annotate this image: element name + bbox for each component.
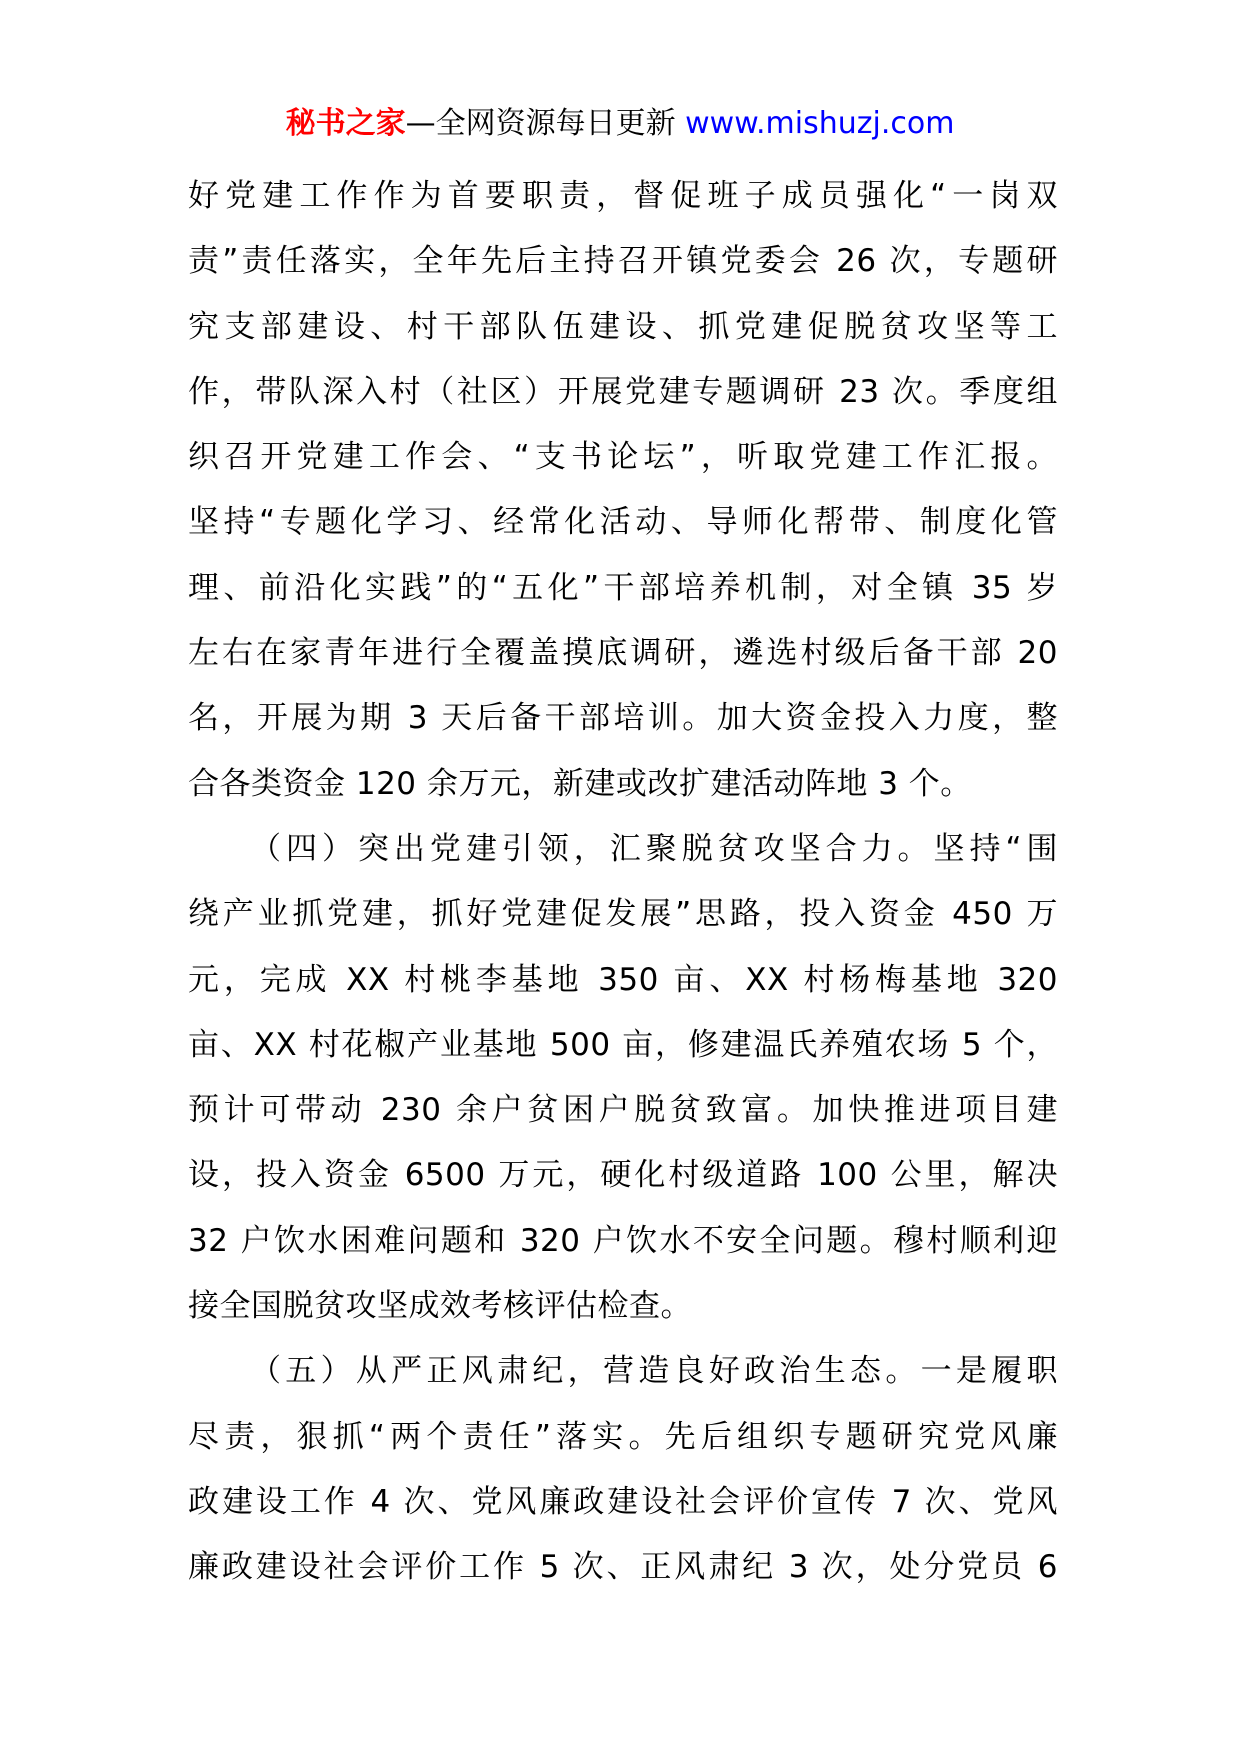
- text-line: 绕产业抓党建，抓好党建促发展”思路，投入资金 450 万: [188, 896, 1058, 933]
- text-line: 责”责任落实，全年先后主持召开镇党委会 26 次，专题研: [188, 243, 1058, 280]
- text-line: 预计可带动 230 余户贫困户脱贫致富。加快推进项目建: [188, 1092, 1058, 1129]
- text-line: 织召开党建工作会、“支书论坛”，听取党建工作汇报。: [188, 439, 1058, 476]
- text-line: 理、前沿化实践”的“五化”干部培养机制，对全镇 35 岁: [188, 569, 1058, 606]
- text-line: 合各类资金 120 余万元，新建或改扩建活动阵地 3 个。: [188, 765, 972, 802]
- text-line: 32 户饮水困难问题和 320 户饮水不安全问题。穆村顺利迎: [188, 1222, 1058, 1259]
- site-brand: 秘书之家: [285, 106, 406, 141]
- text-line: 作，带队深入村（社区）开展党建专题调研 23 次。季度组: [188, 373, 1058, 410]
- text-line: 元，完成 XX 村桃李基地 350 亩、XX 村杨梅基地 320: [188, 961, 1058, 998]
- text-line: 名，开展为期 3 天后备干部培训。加大资金投入力度，整: [188, 700, 1058, 737]
- text-line: 接全国脱贫攻坚成效考核评估检查。: [188, 1288, 692, 1325]
- text-line: （四）突出党建引领，汇聚脱贫攻坚合力。坚持“围: [250, 830, 1058, 867]
- text-line: 尽责，狠抓“两个责任”落实。先后组织专题研究党风廉: [188, 1418, 1058, 1455]
- text-line: 亩、XX 村花椒产业基地 500 亩，修建温氏养殖农场 5 个，: [188, 1026, 1058, 1063]
- text-line: 究支部建设、村干部队伍建设、抓党建促脱贫攻坚等工: [188, 308, 1058, 345]
- text-line: 政建设工作 4 次、党风廉政建设社会评价宣传 7 次、党风: [188, 1483, 1058, 1520]
- document-body: [188, 164, 1058, 1601]
- site-tagline: —全网资源每日更新: [405, 106, 686, 141]
- text-line: 坚持“专题化学习、经常化活动、导师化帮带、制度化管: [188, 504, 1058, 541]
- text-line: 好党建工作作为首要职责，督促班子成员强化“一岗双: [188, 178, 1058, 214]
- site-header: [0, 100, 1240, 148]
- text-line: 设，投入资金 6500 万元，硬化村级道路 100 公里，解决: [188, 1157, 1058, 1194]
- site-url-link[interactable]: www.mishuzj.com: [685, 106, 955, 141]
- text-line: 左右在家青年进行全覆盖摸底调研，遴选村级后备干部 20: [188, 635, 1058, 672]
- text-line: 廉政建设社会评价工作 5 次、正风肃纪 3 次，处分党员 6: [188, 1549, 1058, 1586]
- text-line: （五）从严正风肃纪，营造良好政治生态。一是履职: [250, 1353, 1058, 1390]
